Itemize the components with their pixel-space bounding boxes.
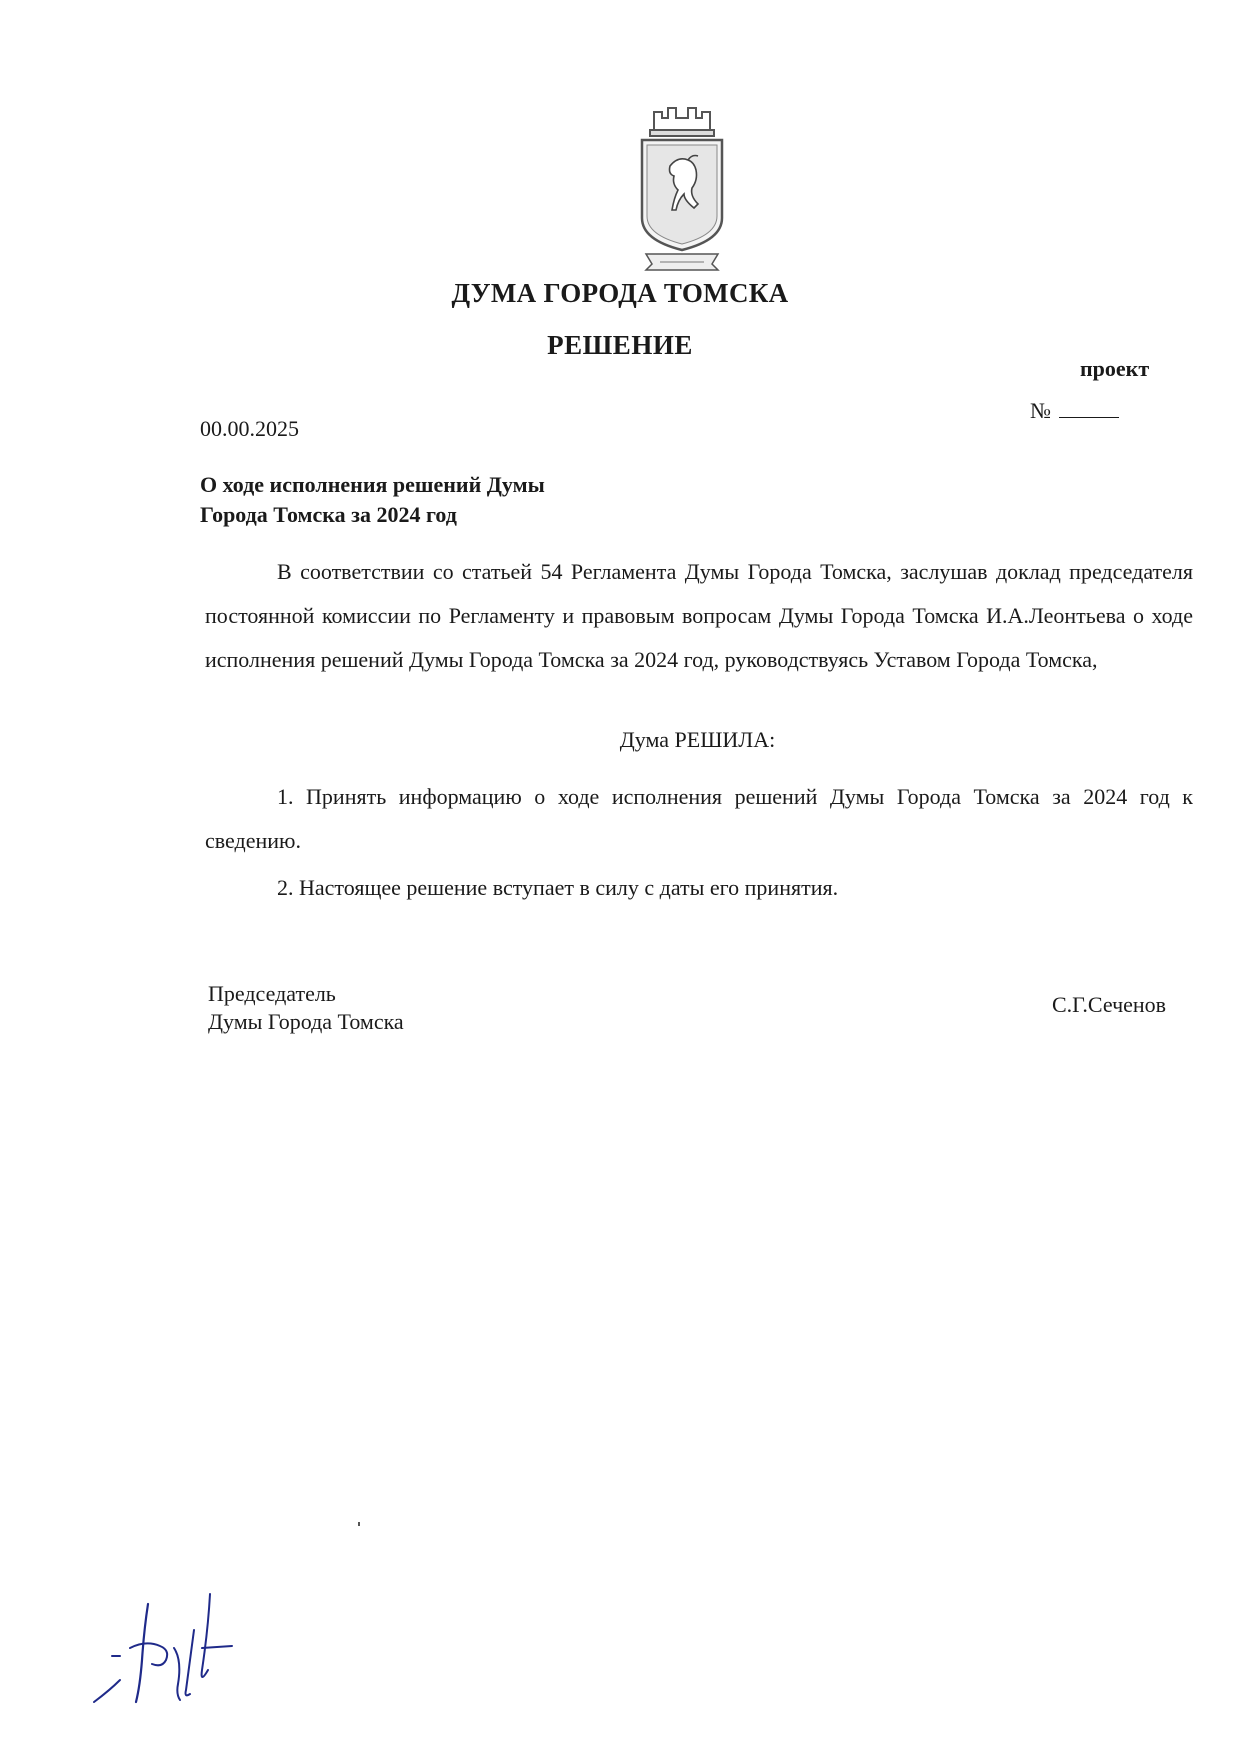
document-date: 00.00.2025 xyxy=(200,416,299,441)
subject-line-1: О ходе исполнения решений Думы xyxy=(200,472,545,497)
signatory-position xyxy=(208,980,404,1036)
document-subject xyxy=(200,470,680,530)
scan-speck xyxy=(358,1522,360,1526)
organization-name: ДУМА ГОРОДА ТОМСКА xyxy=(451,278,789,308)
document-number-field xyxy=(1030,398,1119,424)
tomsk-coat-of-arms-icon xyxy=(632,100,732,272)
document-type-title: РЕШЕНИЕ xyxy=(547,330,693,360)
decision-item-2: 2. Настоящее решение вступает в силу с даты его принятия. xyxy=(277,875,839,900)
position-line-2: Думы Города Томска xyxy=(208,1009,404,1034)
subject-line-2: Города Томска за 2024 год xyxy=(200,502,457,527)
preamble-paragraph: В соответствии со статьей 54 Регламента Думы Города Томска, заслушав доклад председателя постоянной комиссии по Регламенту и правовым вопросам Думы Города Томска И.А.Леонтьева о ходе исполнения решений Думы Города Томска за 2024 год, руководствуясь Уставом Города Томска, xyxy=(205,559,1193,672)
decision-heading: Дума РЕШИЛА: xyxy=(619,727,776,752)
signatory-name: С.Г.Сеченов xyxy=(1052,992,1167,1017)
position-line-1: Председатель xyxy=(208,981,336,1006)
draft-status-label: проект xyxy=(1080,356,1150,381)
number-label: № xyxy=(1030,398,1051,423)
number-blank-line xyxy=(1059,399,1119,418)
signature-icon xyxy=(90,1590,260,1710)
decision-item-1: 1. Принять информацию о ходе исполнения решений Думы Города Томска за 2024 год к сведению. xyxy=(205,784,1193,853)
